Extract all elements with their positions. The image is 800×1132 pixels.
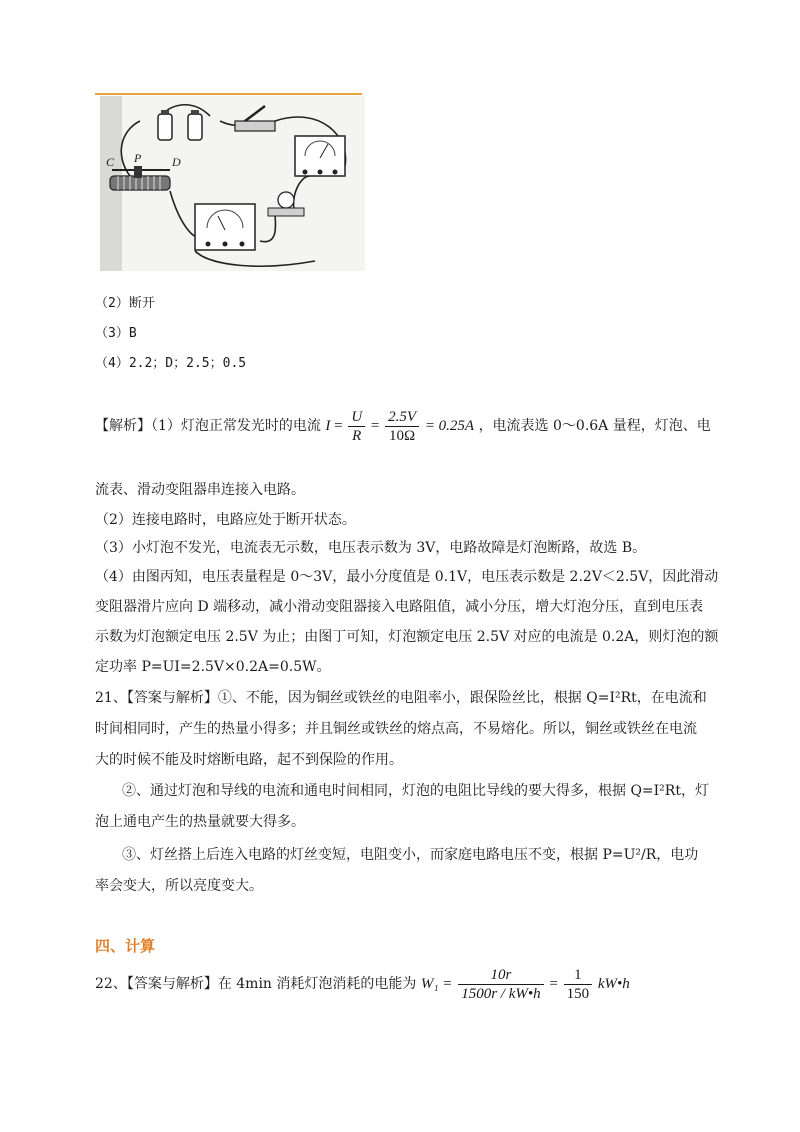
answer-3: （3）B	[95, 326, 137, 341]
analysis-1-suffix: ，电流表选 0～0.6A 量程，灯泡、电	[478, 418, 711, 434]
circuit-figure	[100, 96, 365, 271]
q21-line3: 大的时候不能及时熔断电路，起不到保险的作用。	[95, 752, 403, 768]
q21-line6: ③、灯丝搭上后连入电路的灯丝变短，电阻变小，而家庭电路电压不变，根据 P=U²/R，电功	[122, 847, 699, 863]
fraction-revolutions: $\frac{10r}{1500r / kW•h}$	[458, 966, 543, 1003]
q21-line4: ②、通过灯泡和导线的电流和通电时间相同，灯泡的电阻比导线的要大得多，根据 Q=I²Rt，灯	[122, 783, 709, 799]
formula-W1: W₁ =	[420, 976, 453, 992]
formula-result: = 0.25A	[424, 418, 475, 434]
q21-line2: 时间相同时，产生的热量小得多；并且铜丝或铁丝的熔点高，不易熔化。所以，铜丝或铁丝在电流	[95, 721, 697, 737]
analysis-4-line1: （4）由图丙知，电压表量程是 0～3V，最小分度值是 0.1V，电压表示数是 2.2V＜2.5V，因此滑动	[95, 569, 719, 585]
section-calculation-title: 四、计算	[95, 937, 156, 955]
formula-I: I	[325, 418, 331, 434]
energy-formula: W₁ = $\frac{10r}{1500r / kW•h}$ = $\frac{1}{150}$ kW•h	[420, 967, 630, 1003]
analysis-4-line4: 定功率 P=UI=2.5V×0.2A=0.5W。	[95, 659, 331, 675]
analysis-1-line2: 流表、滑动变阻器串连接入电路。	[95, 482, 305, 498]
analysis-paragraph-3: （3）小灯泡不发光，电流表无示数，电压表示数为 3V，电路故障是灯泡断路，故选 B。	[95, 540, 647, 556]
analysis-1-prefix: 【解析】（1）灯泡正常发光时的电流	[95, 418, 321, 434]
q21-line7: 率会变大，所以亮度变大。	[95, 878, 263, 894]
fraction-U-over-R: $\frac{U}{R}$	[348, 408, 365, 445]
label-D: D	[172, 155, 181, 169]
answer-2: （2）断开	[95, 296, 155, 311]
analysis-paragraph-2: （2）连接电路时，电路应处于断开状态。	[95, 512, 356, 528]
header-rule	[95, 93, 362, 95]
answer-4: （4）2.2；D；2.5；0.5	[95, 356, 247, 371]
label-P: P	[134, 151, 142, 165]
fraction-result: $\frac{1}{150}$	[564, 966, 593, 1003]
fraction-values: $\frac{2.5V}{10\Omega}$	[385, 408, 419, 445]
formula-unit: kW•h	[597, 976, 630, 992]
current-formula: I = $\frac{U}{R}$ = $\frac{2.5V}{10\Omega}$ = 0.25A	[325, 409, 475, 445]
analysis-paragraph-1	[95, 404, 711, 448]
q22-prefix: 22、【答案与解析】在 4min 消耗灯泡消耗的电能为	[95, 976, 417, 992]
q21-line1: 21、【答案与解析】①、不能，因为铜丝或铁丝的电阻率小，跟保险丝比，根据 Q=I²Rt，在电流和	[95, 690, 707, 706]
label-C: C	[106, 155, 115, 169]
q21-line5: 泡上通电产生的热量就要大得多。	[95, 814, 305, 830]
analysis-4-line3: 示数为灯泡额定电压 2.5V 为止；由图丁可知，灯泡额定电压 2.5V 对应的电流是 0.2A，则灯泡的额	[95, 629, 719, 645]
analysis-4-line2: 变阻器滑片应向 D 端移动，减小滑动变阻器接入电路阻值，减小分压，增大灯泡分压，直到电压表	[95, 599, 704, 615]
formula-eq: =	[334, 418, 343, 434]
q22-line	[95, 962, 630, 1006]
